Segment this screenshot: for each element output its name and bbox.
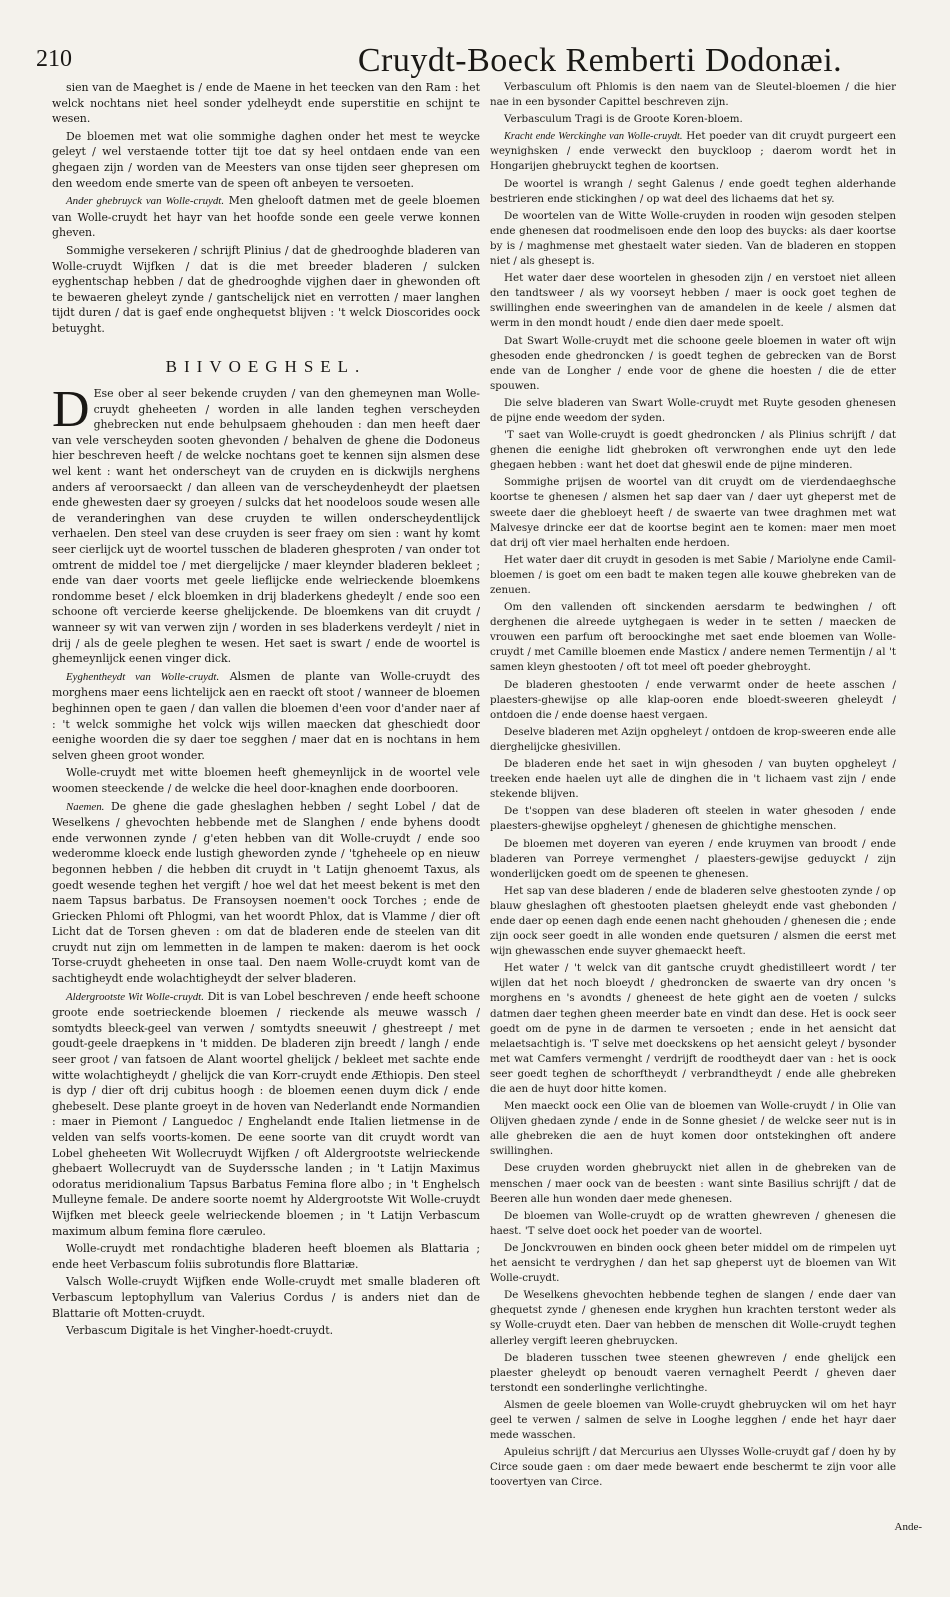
paragraph xyxy=(490,1398,896,1443)
left-column xyxy=(52,80,480,1580)
paragraph-text: Ese ober al seer bekende cruyden / van den ghemeynen man Wolle-cruydt gheheeten / worden in alle landen teghen verscheyden ghebrecken nut ende behulpsaem ghehouden : dan men heeft daer van vele verscheyden sooten ghevonden / behalven de ghene die Dodoneus hier beschreven heeft / de welcke nochtans goet te kennen sijn alsmen dese wel kent : want het onderscheyt van de cruyden en is dickwijls nerghens anders af veroorsaeckt / dan alleen van de verscheydenheydt der plaetsen ende ghewesten daer sy groeyen / sulcks dat het noodeloos soude wesen alle de veranderinghen van dese cruyden te willen onderscheydentlijck verhaelen. Den steel van dese cruyden is seer fraey om sien : want hy komt seer cierlijck uyt de woortel tusschen de bladeren ghesproten / van onder tot omtrent de middel toe / met diergelijcke / maer kleynder bladeren bekleet ; ende van daer voorts met geele lieflijcke ende welrieckende bloemkens rondomme beset / elck bloemken in drij bladerkens ghedeylt / ende soo een schoone oft vercierde keerse ghelijckende. De bloemkens van dit cruydt / wanneer sy wit van verwen zijn / worden in ses bladerkens verdeylt / niet in drij / als de geele pleghen te wesen. Het saet is swart / ende de woortel is ghemeynlijck eenen vinger dick. xyxy=(52,387,480,666)
paragraph xyxy=(490,1351,896,1396)
paragraph xyxy=(490,553,896,598)
paragraph xyxy=(490,600,896,675)
paragraph-text: De bladeren tusschen twee steenen ghewreven / ende ghelijck een plaester gheleydt op benoudt vaeren vernaghelt Peerdt / gheven daer terstondt een sonderlinghe verlichtinghe. xyxy=(490,1351,896,1394)
paragraph-text: Wolle-cruydt met witte bloemen heeft ghemeynlijck in de woortel vele woomen steeckende / de welcke die heel door-knaghen ende doorbooren. xyxy=(52,766,480,795)
paragraph-text: Sommighe prijsen de woortel van dit cruydt om de vierdendaeghsche koortse te ghenesen / alsmen het sap daer van / daer uyt gheperst met de sweete daer die ghebloeyt heeft / de swaerte van twee draghmen met wat Malvesye drincke eer dat de koortse begint aen te komen: maer men moet dat drij oft vier mael herhalten ende herdoen. xyxy=(490,476,896,549)
paragraph xyxy=(52,765,480,796)
paragraph-text: De ghene die gade gheslaghen hebben / seght Lobel / dat de Weselkens / ghevochten hebbende met de Slanghen / ende byhens doodt ende verwonnen zynde / g'eten hebben van dit Wolle-cruydt / ende soo wederomme kloeck ende lustigh gheworden zynde / 'tgheheele op en nieuw begonnen hebben / die hebben dit cruydt in 't Latijn ghenoemt Taxus, als goedt wesende teghen het vergift / hoe wel dat het meest bekent is met den naem Tapsus barbatus. De Fransoysen noemen't oock Torches ; ende de Griecken Phlomi oft Phlogmi, van het woordt Phlox, dat is Vlamme / dier oft Licht dat de Torsen gheven : om dat de bladeren ende de steelen van dit cruydt nut zijn om lemmetten in de lampen te maken: daerom is het oock Torse-cruydt gheheeten in onse taal. Den naem Wolle-cruydt komt van de sachtigheydt ende wolachtigheydt der selver bladeren. xyxy=(52,799,480,986)
paragraph-text: Alsmen de geele bloemen van Wolle-cruydt ghebruycken wil om het hayr geel te verwen / salmen de selve in Looghe legghen / ende het hayr daer mede wasschen. xyxy=(490,1398,896,1442)
paragraph xyxy=(490,961,896,1097)
paragraph xyxy=(52,1323,480,1339)
paragraph-text: Dese cruyden worden ghebruyckt niet allen in de ghebreken van de menschen / maer oock van de beesten : want sinte Basilius schrijft / dat de Beeren alle hun wonden daer mede ghenesen. xyxy=(490,1162,896,1205)
section-heading: BIIVOEGHSEL. xyxy=(165,356,367,376)
paragraph-text: De t'soppen van dese bladeren oft steelen in water ghesoden / ende plaesters-ghewijse opgheleyt / ghenesen de ghichtighe menschen. xyxy=(490,805,896,833)
paragraph xyxy=(490,271,896,331)
paragraph xyxy=(52,243,480,337)
paragraph-text: Alsmen de plante van Wolle-cruydt des morghens maer eens lichtelijck aen en raeckt oft stoot / wanneer de bloemen beghinnen open te gaen / dan vallen die bloemen d'een voor d'ander naer af : 't welck sommighe het volck wijs willen maecken dat gheschiedt door eenighe woorden die sy daer toe segghen / maer dat en is nochtans in hem selven gheen groot wonder. xyxy=(52,669,480,762)
paragraph-text: Men maeckt oock een Olie van de bloemen van Wolle-cruydt / in Olie van Olijven ghedaen zynde / ende in de Sonne ghesiet / de welcke seer nut is in alle ghebreken die aen de huyt komen door ontstekinghen oft andere swillinghen. xyxy=(490,1100,896,1158)
margin-label: Aldergrootste Wit Wolle-cruydt. xyxy=(66,990,204,1003)
paragraph xyxy=(52,381,480,667)
paragraph-text: Verbascum Digitale is het Vingher-hoedt-cruydt. xyxy=(66,1324,334,1338)
paragraph xyxy=(490,884,896,959)
margin-label: Ander ghebruyck van Wolle-cruydt. xyxy=(66,195,225,208)
paragraph xyxy=(490,1445,896,1490)
paragraph xyxy=(490,1241,896,1286)
paragraph xyxy=(490,1209,896,1239)
paragraph xyxy=(52,989,480,1240)
paragraph-text: Deselve bladeren met Azijn opgheleyt / ontdoen de krop-sweeren ende alle dierghelijcke ghesivillen. xyxy=(490,725,896,753)
paragraph-text: De bladeren ende het saet in wijn ghesoden / van buyten opgheleyt / treeken ende haelen uyt alle de dinghen die in 't lichaem vast zijn / ende stekende blijven. xyxy=(490,758,896,801)
paragraph xyxy=(490,475,896,550)
margin-label: Naemen. xyxy=(66,800,105,813)
paragraph xyxy=(490,1288,896,1348)
paragraph xyxy=(490,80,896,110)
paragraph xyxy=(52,80,480,127)
paragraph-text: sien van de Maeghet is / ende de Maene in het teecken van den Ram : het welck nochtans niet heel sonder ydelheydt ende superstitie en schijnt te wesen. xyxy=(52,81,480,126)
paragraph-text: De bloemen met doyeren van eyeren / ende kruymen van broodt / ende bladeren van Porreye vermenghet / plaesters-gewijse geduyckt / zijn wonderlijcken goedt om de speenen te ghenesen. xyxy=(490,837,896,880)
paragraph-text: Om den vallenden oft sinckenden aersdarm te bedwinghen / oft derghenen die alreede uytghegaen is weder in te setten / maecken de vrouwen een parfum oft beroockinghe met saet ende bloemen van Wolle-cruydt / met Camille bloemen ende Masticx / andere nemen Termentijn / al 't samen kleyn ghestooten / oft tot meel oft poeder ghebroyght. xyxy=(490,601,896,674)
left-main-paragraphs xyxy=(52,381,480,1339)
right-paragraphs xyxy=(490,80,896,1490)
margin-label: Kracht ende Werckinghe van Wolle-cruydt. xyxy=(504,131,683,143)
paragraph xyxy=(52,129,480,191)
paragraph-text: Het water / 't welck van dit gantsche cruydt ghedistilleert wordt / ter wijlen dat het noch bloeydt / ghedroncken de swaerte van dry oncen 's morghens en 's avondts / gheneest de hete gight aen de voeten / sulcks datmen daer teghen gheen meerder bate en vindt dan dese. Het is oock seer goedt om de pyne in de darmen te versoeten ; ende in het aensicht dat melaetsachtigh is. 'T selve met doeckskens op het aensicht geleyt / bysonder met wat Camfers vermenght / verdrijft de roodtheydt daer van : het is oock seer goedt teghen de schorftheydt / verbrandtheydt / ende alle ghebreken die aen de huyt door hitte komen. xyxy=(490,962,896,1095)
paragraph-text: De Weselkens ghevochten hebbende teghen de slangen / ende daer van ghequetst zynde / ghenesen ende kryghen hun krachten terstont weder als sy Wolle-cruydt eten. Daer van hebben de menschen dit Wolle-cruydt teghen allerley vergift leeren ghebruycken. xyxy=(490,1289,896,1347)
right-column xyxy=(490,80,896,1580)
paragraph-text: De Jonckvrouwen en binden oock gheen beter middel om de rimpelen uyt het aensicht te verdryghen / dan het sap gheperst uyt de bloemen van Wit Wolle-cruydt. xyxy=(490,1241,896,1285)
paragraph xyxy=(52,193,480,241)
paragraph xyxy=(490,1099,896,1159)
running-title: Cruydt-Boeck Remberti Dodonæi. xyxy=(357,42,843,79)
paragraph-text: 'T saet van Wolle-cruydt is goedt ghedroncken / als Plinius schrijft / dat ghenen die eenighe lidt ghebroken oft verwronghen ende uyt den lede ghegaen hebben : want het doet dat gheswil ende de pijne minderen. xyxy=(490,429,896,472)
paragraph xyxy=(52,1274,480,1321)
left-top-paragraphs xyxy=(52,80,480,337)
paragraph-text: Dat Swart Wolle-cruydt met die schoone geele bloemen in water oft wijn ghesoden ende ghedroncken / is goedt teghen de gebrecken van de Borst ende van de Longher / ende voor de ghene die hoesten / die de etter spouwen. xyxy=(490,334,896,392)
paragraph-text: Valsch Wolle-cruydt Wijfken ende Wolle-cruydt met smalle bladeren oft Verbascum leptophyllum van Valerius Cordus / is anders niet dan de Blattarie oft Motten-cruydt. xyxy=(52,1275,480,1320)
paragraph xyxy=(490,112,896,127)
paragraph xyxy=(490,129,896,174)
paragraph xyxy=(490,334,896,394)
paragraph xyxy=(490,1161,896,1206)
paragraph-text: De bloemen van Wolle-cruydt op de wratten ghewreven / ghenesen die haest. 'T selve doet oock het poeder van de woortel. xyxy=(490,1209,896,1237)
paragraph xyxy=(52,799,480,987)
paragraph-text: De woortelen van de Witte Wolle-cruyden in rooden wijn gesoden stelpen ende ghenesen dat roodmelisoen ende den loop des buycks: als daer koortse by is / maghmense met ghestaelt water sieden. Van de bladeren en stoppen niet / als ghesept is. xyxy=(490,209,896,268)
paragraph-text: Verbasculum Tragi is de Groote Koren-bloem. xyxy=(504,113,743,126)
paragraph xyxy=(490,804,896,834)
paragraph-text: Het water daer dit cruydt in gesoden is met Sabie / Mariolyne ende Camil-bloemen / is goet om een badt te maken tegen alle kouwe ghebreken van de zenuen. xyxy=(490,553,896,596)
paragraph-text: Het sap van dese bladeren / ende de bladeren selve ghestooten zynde / op blauw gheslaghen oft ghestooten plaetsen gheleydt ende vast ghebonden / ende daer op eenen dagh ende eenen nacht ghehouden / ghenesen die ; ende zijn oock seer goedt in alle wonden ende quetsuren / alsmen die eerst met wijn ghewasschen ende suyver ghemaeckt heeft. xyxy=(490,884,896,958)
paragraph-text: De bloemen met wat olie sommighe daghen onder het mest te weycke geleyt / wel verstaende totter tijt toe dat sy heel ontdaen ende van een ghegaen zijn / worden van de Meesters van onse tijden seer ghepresen om den weedom ende smerte van de speen oft anbeyen te versoeten. xyxy=(52,129,480,190)
paragraph xyxy=(490,209,896,269)
paragraph-text: De woortel is wrangh / seght Galenus / ende goedt teghen alderhande bestrieren ende stickinghen / op wat deel des lichaems dat het sy. xyxy=(490,177,896,205)
paragraph-text: Het poeder van dit cruydt purgeert een weynighsken / ende verweckt den buyckloop ; daerom wordt het in Hongarijen ghebruyckt teghen de koortsen. xyxy=(490,130,896,173)
paragraph-text: Dit is van Lobel beschreven / ende heeft schoone groote ende soetrieckende bloemen / rieckende als meuwe wassch / somtydts bleeck-geel van verwen / somtydts sneeuwit / ghestreept / met goudt-geele draepkens in 't midden. De bladeren zijn breedt / langh / ende seer groot / van fatsoen de Alant woortel ghelijck / bekleet met sachte ende witte wolachtigheydt / ghelijck die van Korr-cruydt ende Æthiopis. Den steel is dyp / dier oft drij cubitus hoogh : de bloemen eenen duym dick / ende ghebeselt. Dese plante groeyt in de hoven van Nederlandt ende Normandien : maer in Piemont / Languedoc / Enghelandt ende Italien lietmense in de velden van selfs voorts-komen. De eene soorte van dit cruydt wordt van Lobel gheheeten Wit Wollecruydt Wijfken / oft Aldergrootste welrieckende ghebaert Wollecruydt van de Suyderssche landen ; in 't Latijn Maximus odoratus meridionalium Tapsus Barbatus Femina flore albo ; in 't Enghelsch Mulleyne female. De andere soorte noemt hy Aldergrootste Wit Wolle-cruydt Wijfken met bleeck geele welrieckende bloemen ; in 't Latijn Verbascum maximum album femina flore cæruleo. xyxy=(52,989,480,1238)
page-number: 210 xyxy=(36,46,72,72)
paragraph-text: Sommighe versekeren / schrijft Plinius / dat de ghedrooghde bladeren van Wolle-cruydt Wijfken / dat is die met breeder bladeren / sulcken eyghentschap hebben / dat de ghedrooghde vijghen daer in ghewonden oft te bewaeren gheleyt zynde / gantschelijck niet en verrotten / maer langhen tijdt duren / dat is gaef ende onghequetst blijven : 't welck Dioscorides oock betuyght. xyxy=(52,243,480,335)
margin-label: Eyghentheydt van Wolle-cruydt. xyxy=(66,670,220,683)
paragraph xyxy=(52,669,480,764)
paragraph xyxy=(490,725,896,755)
catchword: Ande- xyxy=(894,1521,922,1533)
paragraph xyxy=(490,428,896,473)
paragraph-text: Het water daer dese woortelen in ghesoden zijn / en verstoet niet alleen den tandtsweer / als wy voorseyt hebben / maer is oock goet teghen de swillinghen ende sweeringhen van de amandelen in de keele / alsmen dat werm in den mondt houdt / ende dien daer mede spoelt. xyxy=(490,272,896,330)
paragraph-text: De bladeren ghestooten / ende verwarmt onder de heete asschen / plaesters-ghewijse op alle klap-ooren ende bloedt-sweeren gheleydt / ontdoen die / ende doense haest vergaen. xyxy=(490,678,896,721)
paragraph-text: Die selve bladeren van Swart Wolle-cruydt met Ruyte gesoden ghenesen de pijne ende weedom der syden. xyxy=(490,396,896,424)
paragraph xyxy=(490,678,896,723)
paragraph xyxy=(490,837,896,882)
paragraph xyxy=(52,1241,480,1272)
paragraph-text: Men ghelooft datmen met de geele bloemen van Wolle-cruydt het hayr van het hoofde sonde een geele verwe konnen gheven. xyxy=(52,194,480,240)
paragraph-text: Verbasculum oft Phlomis is den naem van de Sleutel-bloemen / die hier nae in een bysonder Capittel beschreven zijn. xyxy=(490,81,896,109)
paragraph-text: Wolle-cruydt met rondachtighe bladeren heeft bloemen als Blattaria ; ende heet Verbascum foliis subrotundis flore Blattariæ. xyxy=(52,1242,480,1271)
page-header xyxy=(0,42,950,80)
paragraph xyxy=(490,757,896,802)
paragraph-text: Apuleius schrijft / dat Mercurius aen Ulysses Wolle-cruydt gaf / doen hy by Circe soude gaen : om daer mede bewaert ende beschermt te zijn voor alle toovertyen van Circe. xyxy=(490,1446,896,1489)
paragraph xyxy=(490,396,896,426)
drop-cap: D xyxy=(52,381,90,439)
paragraph xyxy=(490,177,896,207)
